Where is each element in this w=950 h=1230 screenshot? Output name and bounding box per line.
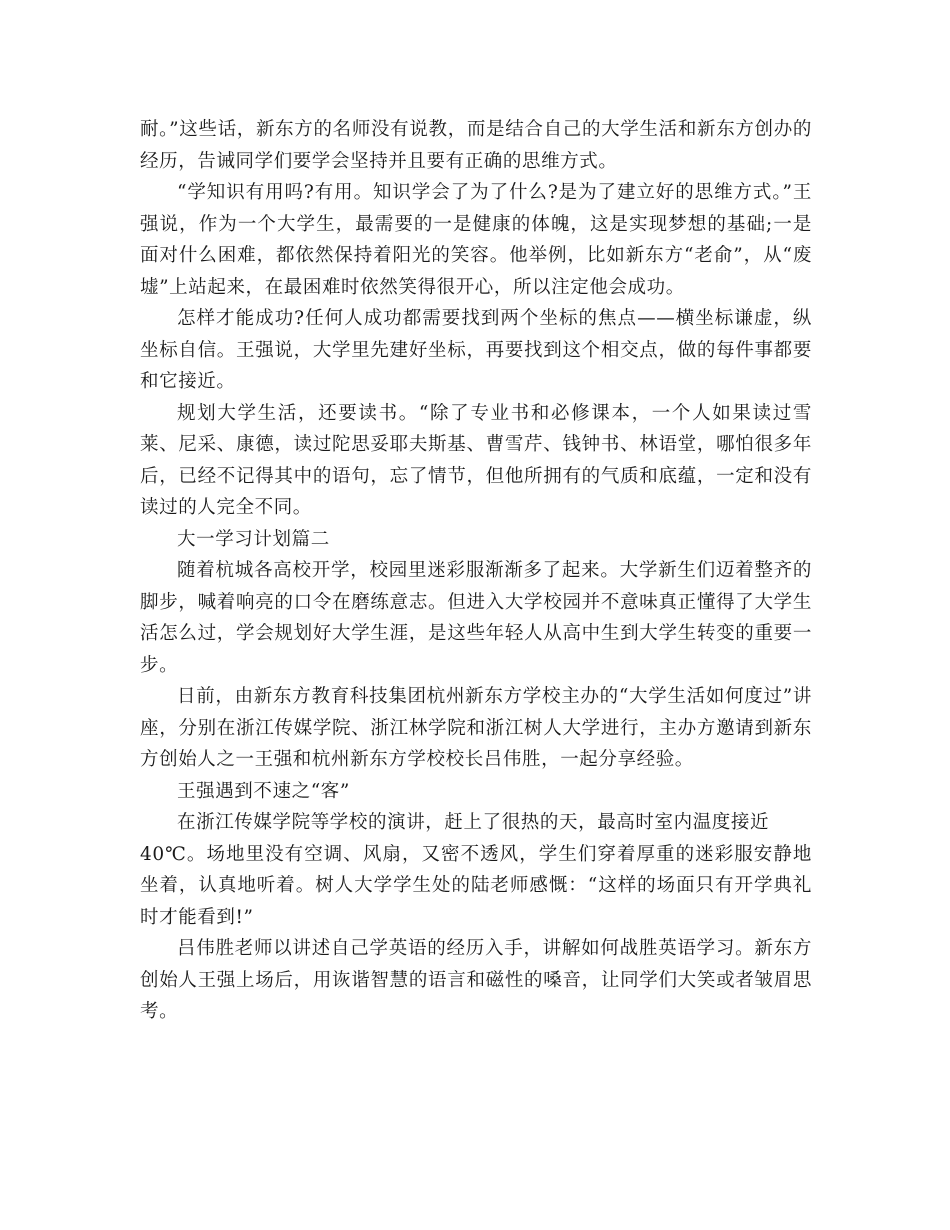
paragraph: 怎样才能成功?任何人成功都需要找到两个坐标的焦点——横坐标谦虚，纵坐标自信。王强说，大学里先建好坐标，再要找到这个相交点，做的每件事都要和它接近。	[140, 308, 812, 392]
paragraph: “学知识有用吗?有用。知识学会了为了什么?是为了建立好的思维方式。”王强说，作为一个大学生，最需要的一是健康的体魄，这是实现梦想的基础;一是面对什么困难，都依然保持着阳光的笑容。他举例，比如新东方“老俞”，从“废墟”上站起来，在最困难时依然笑得很开心，所以注定他会成功。	[140, 182, 812, 298]
document-body	[140, 114, 812, 1028]
paragraph-continuation: 40℃。场地里没有空调、风扇，又密不透风，学生们穿着厚重的迷彩服安静地坐着，认真地听着。树人大学学生处的陆老师感慨：“这样的场面只有开学典礼时才能看到!”	[140, 843, 812, 928]
section-heading: 大一学习计划篇二	[177, 528, 330, 550]
paragraph-continuation: 耐。”这些话，新东方的名师没有说教，而是结合自己的大学生活和新东方创办的经历，告诫同学们要学会坚持并且要有正确的思维方式。	[140, 119, 812, 172]
paragraph: 吕伟胜老师以讲述自己学英语的经历入手，讲解如何战胜英语学习。新东方创始人王强上场后，用诙谐智慧的语言和磁性的嗓音，让同学们大笑或者皱眉思考。	[140, 938, 812, 1022]
paragraph: 随着杭城各高校开学，校园里迷彩服渐渐多了起来。大学新生们迈着整齐的脚步，喊着响亮的口令在磨练意志。但进入大学校园并不意味真正懂得了大学生活怎么过，学会规划好大学生涯，是这些年轻人从高中生到大学生转变的重要一步。	[140, 560, 812, 676]
paragraph: 在浙江传媒学院等学校的演讲，赶上了很热的天，最高时室内温度接近	[177, 812, 770, 833]
paragraph: 日前，由新东方教育科技集团杭州新东方学校主办的“大学生活如何度过”讲座，分别在浙江传媒学院、浙江林学院和浙江树人大学进行，主办方邀请到新东方创始人之一王强和杭州新东方学校校长吕伟胜，一起分享经验。	[140, 686, 812, 770]
subheading: 王强遇到不速之“客”	[177, 780, 350, 802]
paragraph: 规划大学生活，还要读书。“除了专业书和必修课本，一个人如果读过雪莱、尼采、康德，读过陀思妥耶夫斯基、曹雪芹、钱钟书、林语堂，哪怕很多年后，已经不记得其中的语句，忘了情节，但他所拥有的气质和底蕴，一定和没有读过的人完全不同。	[140, 402, 812, 518]
